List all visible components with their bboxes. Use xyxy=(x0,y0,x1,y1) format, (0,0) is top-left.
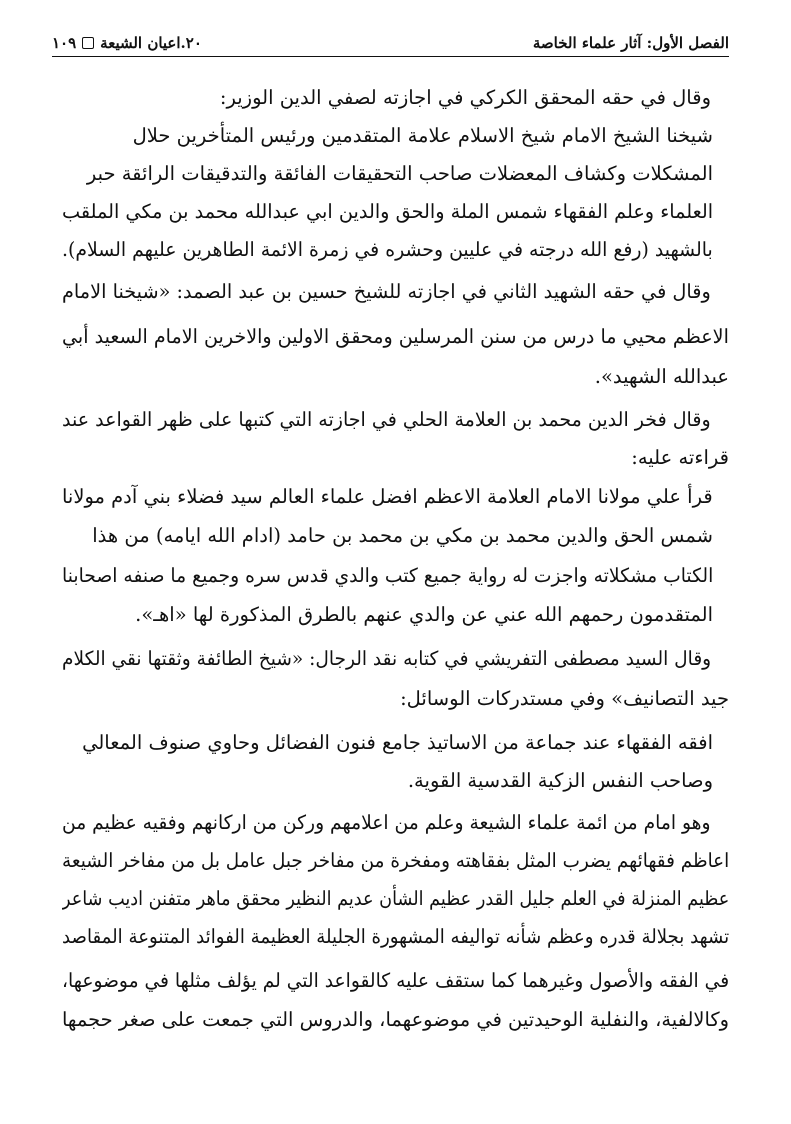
quote-line: افقه الفقهاء عند جماعة من الاساتيذ جامع فنون الفضائل وحاوي صنوف المعالي xyxy=(82,731,713,754)
text-line: الاعظم محيي ما درس من سنن المرسلين ومحقق الاولين والاخرين الامام السعيد أبي xyxy=(62,325,729,348)
text-line: قراءته عليه: xyxy=(631,446,729,469)
text-line: جيد التصانيف» وفي مستدركات الوسائل: xyxy=(400,687,729,710)
page-number: ١٠٩ xyxy=(52,34,77,52)
quote-line: شمس الحق والدين محمد بن مكي بن محمد بن حامد (ادام الله ايامه) من هذا xyxy=(92,524,713,547)
text-line: وهو امام من ائمة علماء الشيعة وعلم من اعلامهم وركن من اركانهم وفقيه عظيم من xyxy=(62,811,711,834)
quote-line: قرأ علي مولانا الامام العلامة الاعظم افضل علماء العالم سيد فضلاء بني آدم مولانا xyxy=(62,485,713,508)
book-title: ٢٠.اعيان الشيعة xyxy=(100,34,202,52)
book-reference xyxy=(52,34,202,52)
running-header xyxy=(52,28,729,57)
text-line: وكالالفية، والنفلية الوحيدتين في موضوعهما، والدروس التي جمعت على صغر حجمها xyxy=(62,1008,729,1031)
text-line: وقال في حقه الشهيد الثاني في اجازته للشيخ حسين بن عبد الصمد: «شيخنا الامام xyxy=(62,280,711,303)
text-line: وقال في حقه المحقق الكركي في اجازته لصفي الدين الوزير: xyxy=(219,86,711,109)
quote-line: بالشهيد (رفع الله درجته في عليين وحشره في زمرة الائمة الطاهرين عليهم السلام). xyxy=(62,238,713,261)
text-line: في الفقه والأصول وغيرهما كما ستقف عليه كالقواعد التي لم يؤلف مثلها في موضوعها، xyxy=(62,969,729,992)
quote-line: وصاحب النفس الزكية القدسية القوية. xyxy=(407,769,713,792)
text-line: اعاظم فقهائهم يضرب المثل بفقاهته ومفخرة من مفاخر جبل عامل بل من مفاخر الشيعة xyxy=(62,849,729,872)
square-ornament-icon xyxy=(82,37,94,49)
quote-line: المشكلات وكشاف المعضلات صاحب التحقيقات الفائقة والتدقيقات الرائقة حبر xyxy=(86,162,713,185)
text-line: عبدالله الشهيد». xyxy=(594,365,729,388)
text-line: تشهد بجلالة قدره وعظم شأنه تواليفه المشهورة الجليلة العظيمة الفوائد المتنوعة المقاصد xyxy=(62,925,729,948)
quote-line: العلماء وعلم الفقهاء شمس الملة والحق والدين ابي عبدالله محمد بن مكي الملقب xyxy=(62,200,713,223)
quote-line: شيخنا الشيخ الامام شيخ الاسلام علامة المتقدمين ورئيس المتأخرين حلال xyxy=(132,124,713,147)
text-line: وقال فخر الدين محمد بن العلامة الحلي في اجازته التي كتبها على ظهر القواعد عند xyxy=(62,408,711,431)
quote-line: الكتاب مشكلاته واجزت له رواية جميع كتب والدي قدس سره وجميع ما صنفه اصحابنا xyxy=(62,564,713,587)
quote-line: المتقدمون رحمهم الله عني عن والدي عنهم بالطرق المذكورة لها «اهـ». xyxy=(135,603,713,626)
chapter-title: الفصل الأول: آثار علماء الخاصة xyxy=(532,34,729,52)
text-line: عظيم المنزلة في العلم جليل القدر عظيم الشأن عديم النظير محقق ماهر متفنن اديب شاعر xyxy=(62,887,729,910)
text-line: وقال السيد مصطفى التفريشي في كتابه نقد الرجال: «شيخ الطائفة وثقتها نقي الكلام xyxy=(62,647,711,670)
